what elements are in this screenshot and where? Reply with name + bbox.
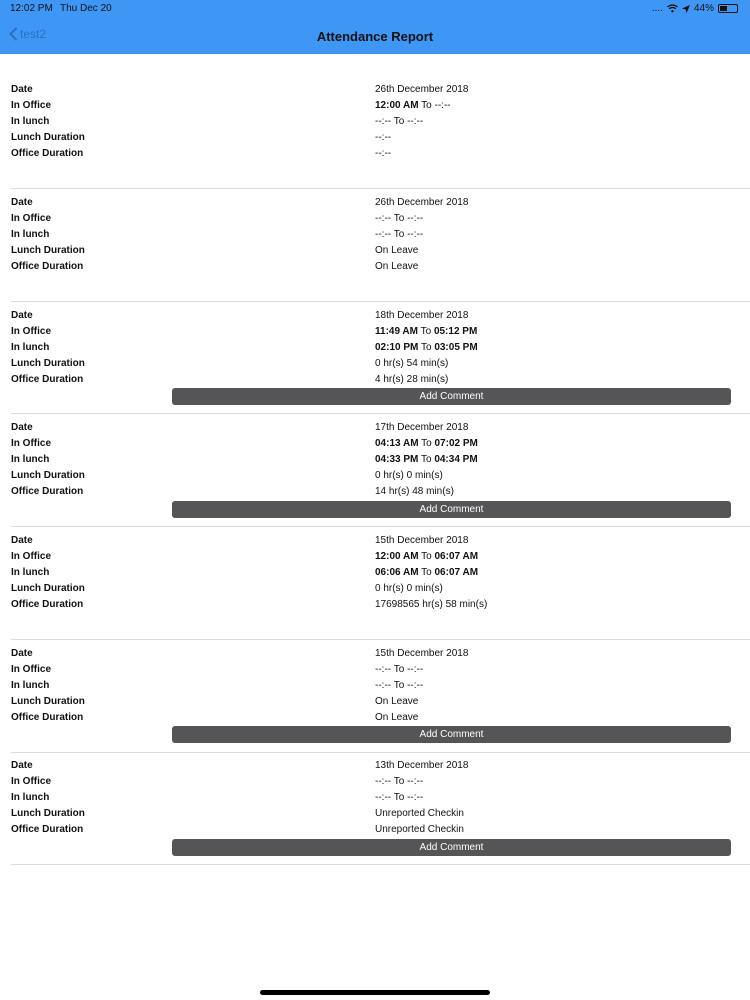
lunch-to: 06:07 AM bbox=[434, 567, 479, 578]
record-separator bbox=[11, 752, 750, 753]
field-label: Lunch Duration bbox=[11, 470, 85, 481]
to-label: To bbox=[393, 680, 405, 691]
lunch-to: --:-- bbox=[407, 229, 424, 240]
status-date: Thu Dec 20 bbox=[60, 3, 112, 14]
to-label: To bbox=[393, 229, 405, 240]
lunch-duration-value: 0 hr(s) 54 min(s) bbox=[375, 358, 449, 369]
lunch-duration-value: Unreported Checkin bbox=[375, 808, 464, 819]
office-duration-value: --:-- bbox=[375, 148, 392, 159]
field-label: Date bbox=[11, 197, 33, 208]
field-label: In Office bbox=[11, 551, 52, 562]
home-indicator bbox=[260, 990, 490, 995]
office-duration-value: Unreported Checkin bbox=[375, 824, 464, 835]
date-value: 15th December 2018 bbox=[375, 535, 469, 546]
lunch-duration-value: On Leave bbox=[375, 245, 419, 256]
page-title: Attendance Report bbox=[316, 29, 434, 44]
office-duration-value: 14 hr(s) 48 min(s) bbox=[375, 486, 454, 497]
date-value: 13th December 2018 bbox=[375, 760, 469, 771]
field-label: In lunch bbox=[11, 229, 50, 240]
field-label: In lunch bbox=[11, 567, 50, 578]
date-value: 17th December 2018 bbox=[375, 422, 469, 433]
add-comment-button[interactable]: Add Comment bbox=[172, 501, 731, 518]
battery-icon bbox=[718, 4, 738, 13]
to-label: To bbox=[421, 567, 432, 578]
to-label: To bbox=[421, 438, 432, 449]
office-duration-value: 4 hr(s) 28 min(s) bbox=[375, 374, 449, 385]
lunch-to: 04:34 PM bbox=[434, 454, 478, 465]
field-label: In Office bbox=[11, 326, 52, 337]
field-label: Office Duration bbox=[11, 486, 84, 497]
field-label: In lunch bbox=[11, 342, 50, 353]
field-label: Date bbox=[11, 760, 33, 771]
record-separator bbox=[11, 413, 750, 414]
field-label: Date bbox=[11, 84, 33, 95]
add-comment-button[interactable]: Add Comment bbox=[172, 839, 731, 856]
lunch-from: --:-- bbox=[375, 792, 392, 803]
lunch-from: --:-- bbox=[375, 680, 392, 691]
record-separator bbox=[11, 864, 750, 865]
in-office-value bbox=[375, 776, 423, 787]
lunch-duration-value: 0 hr(s) 0 min(s) bbox=[375, 470, 443, 481]
field-label: Office Duration bbox=[11, 374, 84, 385]
date-value: 15th December 2018 bbox=[375, 648, 469, 659]
office-from: 04:13 AM bbox=[375, 438, 419, 449]
to-label: To bbox=[420, 326, 432, 337]
office-duration-value: 17698565 hr(s) 58 min(s) bbox=[375, 599, 488, 610]
office-to: --:-- bbox=[407, 213, 424, 224]
in-lunch-value bbox=[375, 342, 478, 353]
to-label: To bbox=[393, 776, 405, 787]
field-label: Office Duration bbox=[11, 824, 84, 835]
record-separator bbox=[11, 301, 750, 302]
field-label: In Office bbox=[11, 438, 52, 449]
field-label: Lunch Duration bbox=[11, 696, 85, 707]
battery-percent: 44% bbox=[693, 3, 714, 14]
lunch-from: --:-- bbox=[375, 116, 392, 127]
lunch-from: 06:06 AM bbox=[375, 567, 419, 578]
date-value: 26th December 2018 bbox=[375, 84, 469, 95]
to-label: To bbox=[393, 664, 405, 675]
wifi-icon bbox=[667, 4, 678, 13]
in-office-value bbox=[375, 438, 478, 449]
office-to: 06:07 AM bbox=[434, 551, 479, 562]
field-label: In Office bbox=[11, 664, 52, 675]
lunch-to: --:-- bbox=[407, 116, 424, 127]
in-office-value bbox=[375, 213, 423, 224]
field-label: Office Duration bbox=[11, 712, 84, 723]
status-time: 12:02 PM bbox=[10, 3, 53, 14]
office-to: --:-- bbox=[407, 776, 424, 787]
field-label: In Office bbox=[11, 100, 52, 111]
to-label: To bbox=[393, 116, 405, 127]
office-to: --:-- bbox=[434, 100, 451, 111]
field-label: In Office bbox=[11, 213, 52, 224]
in-office-value bbox=[375, 100, 451, 111]
to-label: To bbox=[393, 213, 405, 224]
lunch-to: --:-- bbox=[407, 792, 424, 803]
field-label: In Office bbox=[11, 776, 52, 787]
lunch-duration-value: On Leave bbox=[375, 696, 419, 707]
date-value: 26th December 2018 bbox=[375, 197, 469, 208]
field-label: In lunch bbox=[11, 454, 50, 465]
signal-dots: .... bbox=[651, 3, 663, 14]
in-office-value bbox=[375, 664, 423, 675]
in-lunch-value bbox=[375, 792, 423, 803]
record-separator bbox=[11, 188, 750, 189]
field-label: Office Duration bbox=[11, 599, 84, 610]
to-label: To bbox=[421, 100, 432, 111]
lunch-from: 04:33 PM bbox=[375, 454, 419, 465]
navigation-bar bbox=[0, 0, 750, 54]
lunch-duration-value: --:-- bbox=[375, 132, 392, 143]
to-label: To bbox=[420, 342, 432, 353]
office-from: --:-- bbox=[375, 213, 392, 224]
in-lunch-value bbox=[375, 680, 423, 691]
field-label: Date bbox=[11, 535, 33, 546]
office-to: --:-- bbox=[407, 664, 424, 675]
lunch-duration-value: 0 hr(s) 0 min(s) bbox=[375, 583, 443, 594]
field-label: In lunch bbox=[11, 792, 50, 803]
add-comment-button[interactable]: Add Comment bbox=[172, 388, 731, 405]
field-label: Lunch Duration bbox=[11, 245, 85, 256]
in-lunch-value bbox=[375, 116, 423, 127]
in-office-value bbox=[375, 326, 477, 337]
field-label: In lunch bbox=[11, 116, 50, 127]
to-label: To bbox=[421, 551, 432, 562]
office-from: 12:00 AM bbox=[375, 551, 419, 562]
field-label: Date bbox=[11, 422, 33, 433]
to-label: To bbox=[393, 792, 405, 803]
lunch-from: 02:10 PM bbox=[375, 342, 419, 353]
field-label: Lunch Duration bbox=[11, 358, 85, 369]
back-label: test2 bbox=[20, 27, 47, 41]
field-label: Office Duration bbox=[11, 261, 84, 272]
add-comment-button[interactable]: Add Comment bbox=[172, 726, 731, 743]
record-separator bbox=[11, 639, 750, 640]
location-arrow-icon bbox=[682, 5, 690, 13]
office-duration-value: On Leave bbox=[375, 712, 419, 723]
office-from: 12:00 AM bbox=[375, 100, 419, 111]
in-lunch-value bbox=[375, 567, 478, 578]
office-to: 07:02 PM bbox=[434, 438, 478, 449]
field-label: Date bbox=[11, 310, 33, 321]
record-separator bbox=[11, 526, 750, 527]
office-to: 05:12 PM bbox=[433, 326, 478, 337]
field-label: Office Duration bbox=[11, 148, 84, 159]
field-label: In lunch bbox=[11, 680, 50, 691]
field-label: Lunch Duration bbox=[11, 132, 85, 143]
lunch-to: 03:05 PM bbox=[434, 342, 478, 353]
lunch-to: --:-- bbox=[407, 680, 424, 691]
office-from: 11:49 AM bbox=[375, 326, 418, 337]
date-value: 18th December 2018 bbox=[375, 310, 469, 321]
to-label: To bbox=[420, 454, 432, 465]
in-office-value bbox=[375, 551, 478, 562]
status-icons bbox=[652, 3, 738, 14]
in-lunch-value bbox=[375, 229, 423, 240]
field-label: Lunch Duration bbox=[11, 583, 85, 594]
office-duration-value: On Leave bbox=[375, 261, 419, 272]
office-from: --:-- bbox=[375, 776, 392, 787]
field-label: Lunch Duration bbox=[11, 808, 85, 819]
office-from: --:-- bbox=[375, 664, 392, 675]
lunch-from: --:-- bbox=[375, 229, 392, 240]
field-label: Date bbox=[11, 648, 33, 659]
in-lunch-value bbox=[375, 454, 478, 465]
